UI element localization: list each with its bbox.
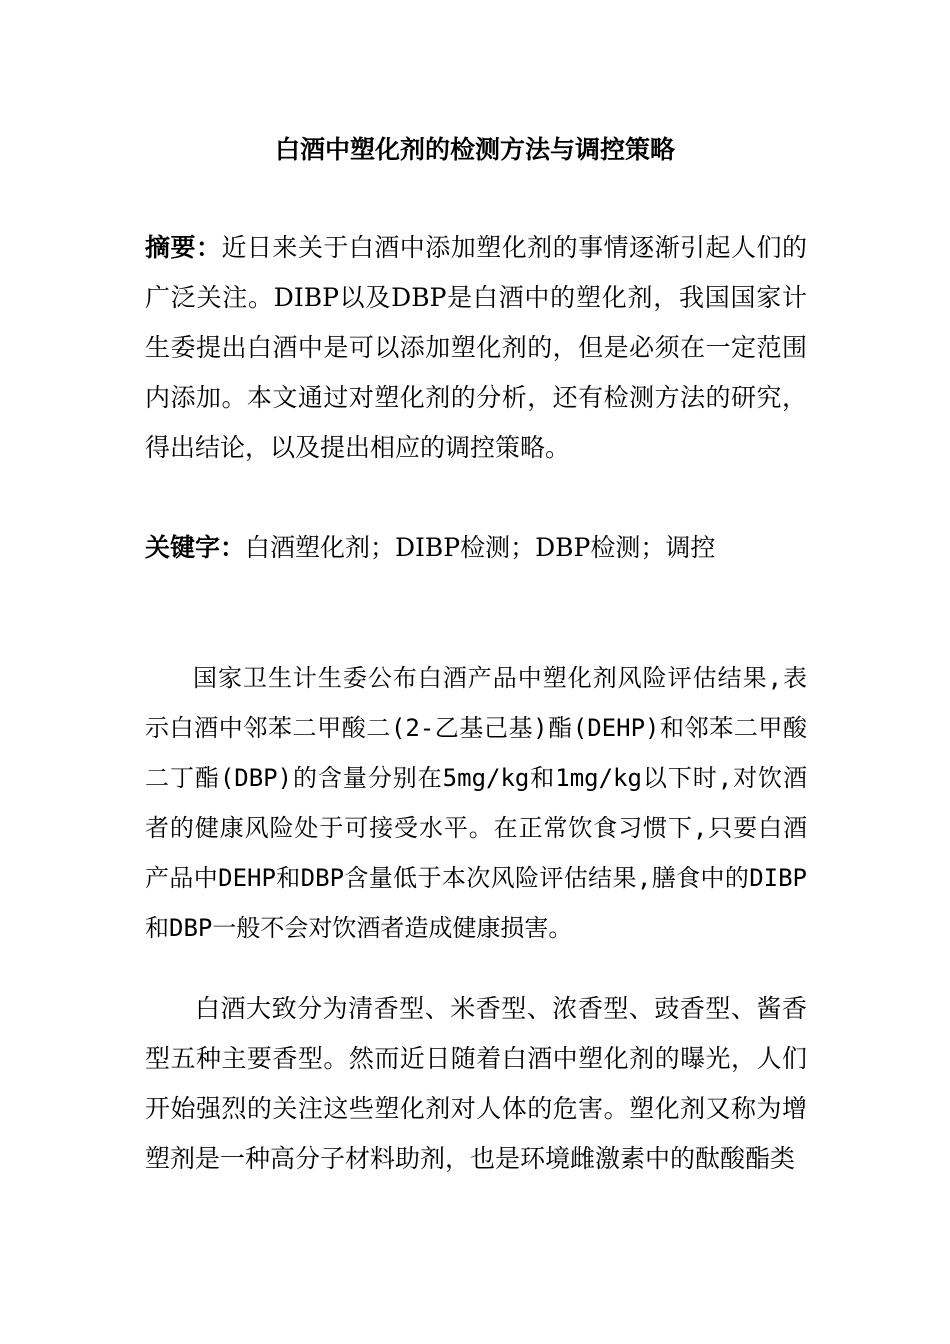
body-paragraph-1: 国家卫生计生委公布白酒产品中塑化剂风险评估结果,表示白酒中邻苯二甲酸二(2-乙基己基)酯(DEHP)和邻苯二甲酸二丁酯(DBP)的含量分别在5mg/kg和1mg/kg以下时,对饮酒者的健康风险处于可接受水平。在正常饮食习惯下,只要白酒产品中DEHP和DBP含量低于本次风险评估结果,膳食中的DIBP和DBP一般不会对饮酒者造成健康损害。 [145, 664, 807, 942]
keywords-paragraph [145, 523, 807, 573]
keywords-section [145, 523, 807, 573]
abstract-text: 近日来关于白酒中添加塑化剂的事情逐渐引起人们的广泛关注。DIBP以及DBP是白酒中的塑化剂，我国国家计生委提出白酒中是可以添加塑化剂的，但是必须在一定范围内添加。本文通过对塑化剂的分析，还有检测方法的研究，得出结论，以及提出相应的调控策略。 [145, 233, 807, 462]
body-section-1 [145, 653, 807, 953]
body-section-2 [145, 984, 807, 1184]
abstract-label: 摘要： [145, 233, 222, 262]
body-paragraph-2: 白酒大致分为清香型、米香型、浓香型、豉香型、酱香型五种主要香型。然而近日随着白酒中塑化剂的曝光，人们开始强烈的关注这些塑化剂对人体的危害。塑化剂又称为增塑剂是一种高分子材料助剂，也是环境雌激素中的酞酸酯类 [145, 994, 807, 1173]
paper-title: 白酒中塑化剂的检测方法与调控策略 [274, 135, 675, 164]
keywords-text: 白酒塑化剂；DIBP检测；DBP检测；调控 [245, 533, 716, 562]
abstract-section [145, 223, 807, 473]
abstract-paragraph [145, 223, 807, 473]
keywords-label: 关键字： [145, 533, 246, 562]
